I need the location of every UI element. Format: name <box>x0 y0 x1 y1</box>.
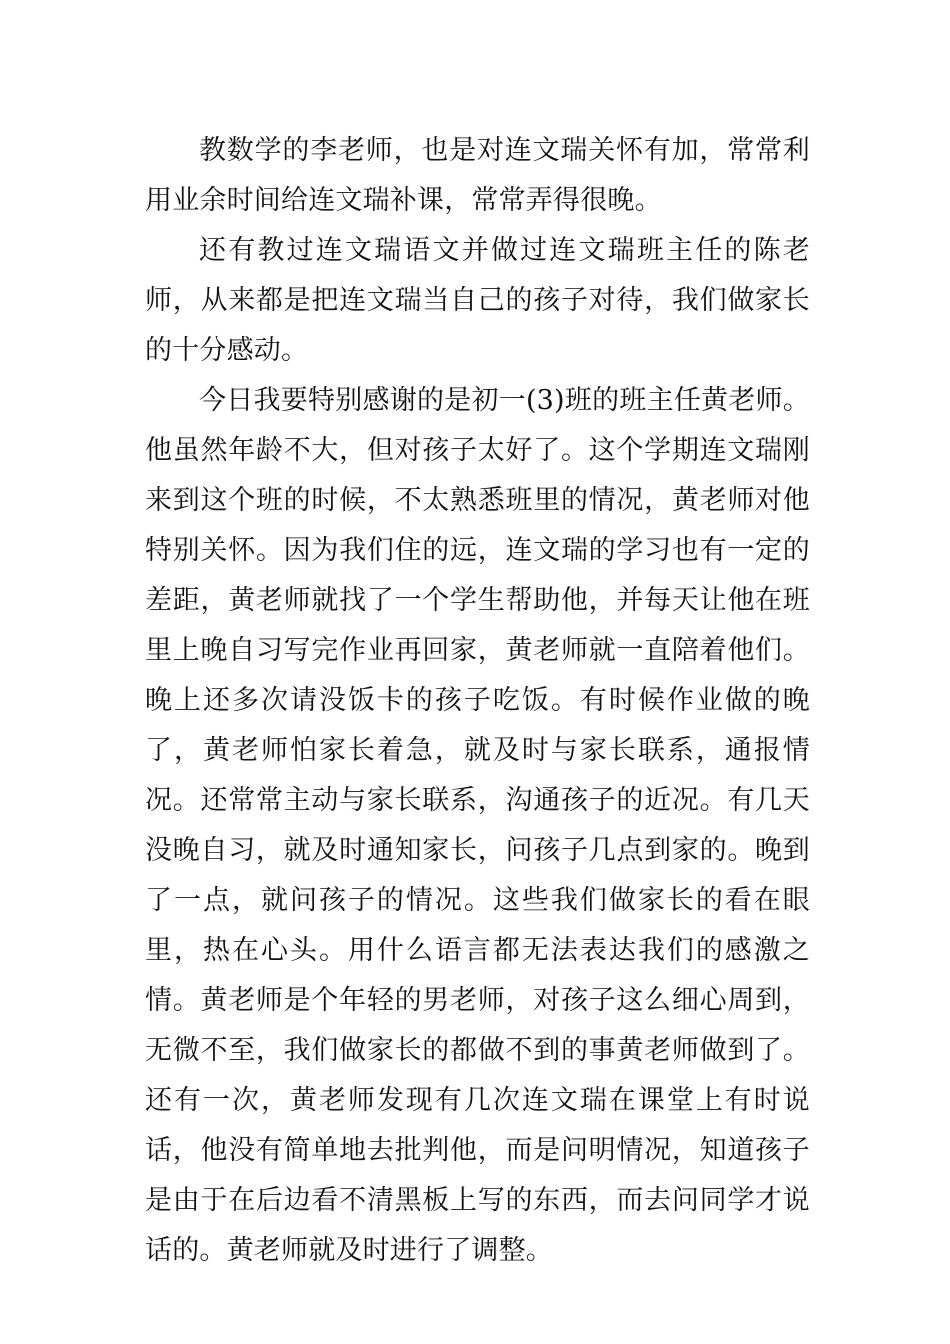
paragraph-class-teacher: 今日我要特别感谢的是初一(3)班的班主任黄老师。他虽然年龄不大，但对孩子太好了。这个学期连文瑞刚来到这个班的时候，不太熟悉班里的情况，黄老师对他特别关怀。因为我们住的远，连文瑞的学习也有一定的差距，黄老师就找了一个学生帮助他，并每天让他在班里上晚自习写完作业再回家，黄老师就一直陪着他们。晚上还多次请没饭卡的孩子吃饭。有时候作业做的晚了，黄老师怕家长着急，就及时与家长联系，通报情况。还常常主动与家长联系，沟通孩子的近况。有几天没晚自习，就及时通知家长，问孩子几点到家的。晚到了一点，就问孩子的情况。这些我们做家长的看在眼里，热在心头。用什么语言都无法表达我们的感激之情。黄老师是个年轻的男老师，对孩子这么细心周到，无微不至，我们做家长的都做不到的事黄老师做到了。还有一次，黄老师发现有几次连文瑞在课堂上有时说话，他没有简单地去批判他，而是问明情况，知道孩子是由于在后边看不清黑板上写的东西，而去问同学才说话的。黄老师就及时进行了调整。 <box>145 385 810 1266</box>
paragraph-math-teacher: 教数学的李老师，也是对连文瑞关怀有加，常常利用业余时间给连文瑞补课，常常弄得很晚。 <box>145 135 810 216</box>
paragraph-chinese-teacher: 还有教过连文瑞语文并做过连文瑞班主任的陈老师，从来都是把连文瑞当自己的孩子对待，我们做家长的十分感动。 <box>145 235 810 366</box>
document-body <box>145 126 810 1276</box>
